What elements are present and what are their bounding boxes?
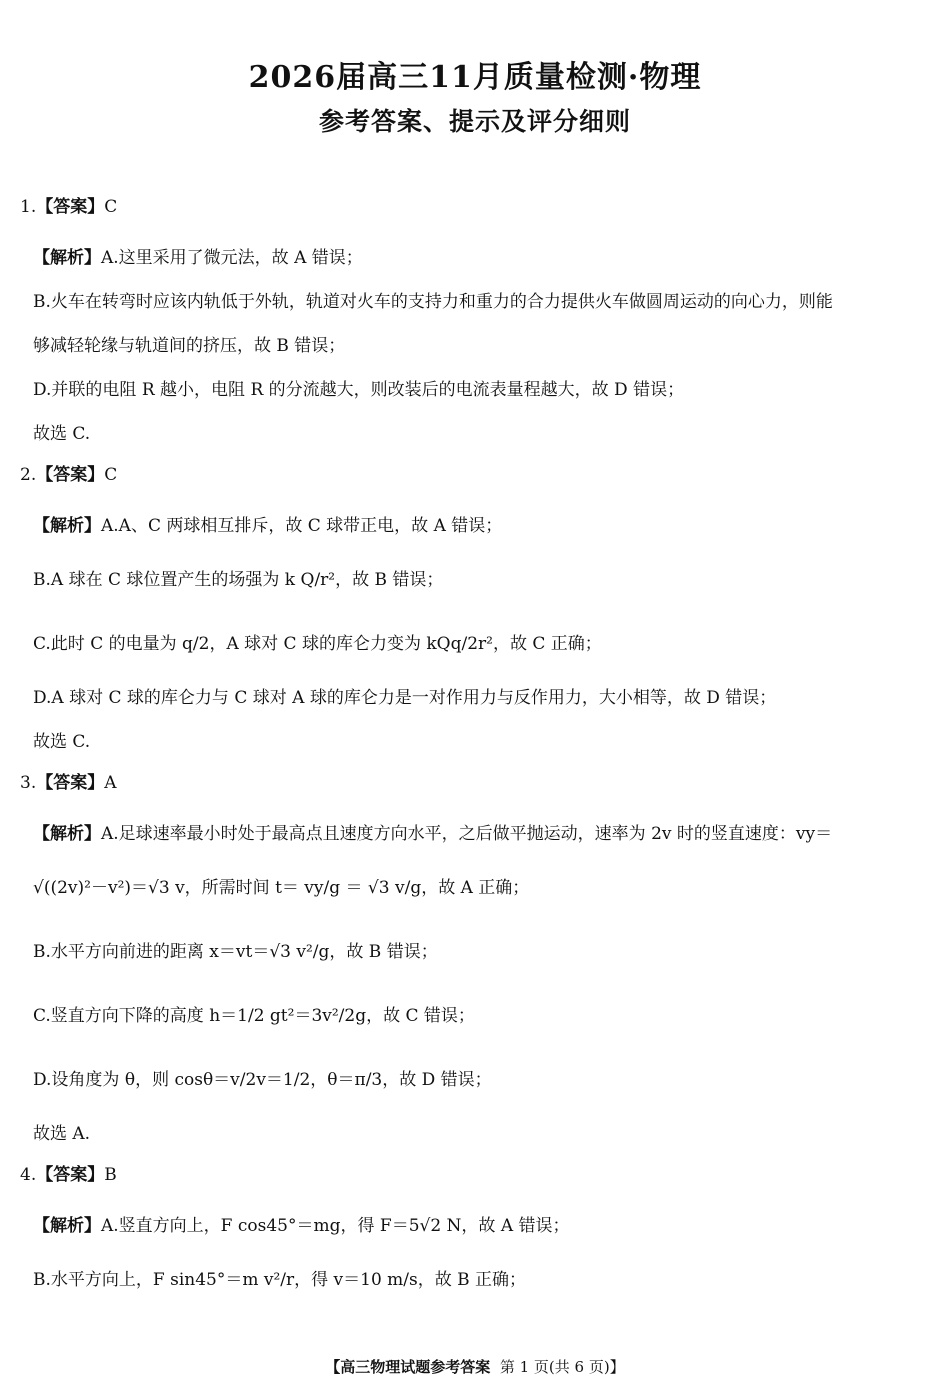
analysis-line: 【解析】A.A、C 两球相互排斥，故 C 球带正电，故 A 错误； bbox=[33, 516, 503, 536]
footer-page-number: 第 1 页(共 6 页)】 bbox=[499, 1358, 625, 1376]
analysis-line: 【解析】A.足球速率最小时处于最高点且速度方向水平，之后做平抛运动，速率为 2v 时的竖直速度：vy＝ bbox=[33, 824, 833, 844]
page-subtitle: 参考答案、提示及评分细则 bbox=[318, 107, 631, 136]
analysis-line: B.A 球在 C 球位置产生的场强为 k Q/r²，故 B 错误； bbox=[33, 570, 444, 590]
question-3 bbox=[0, 768, 950, 1156]
analysis-line: √((2v)²－v²)＝√3 v，所需时间 t＝ vy/g ＝ √3 v/g，故 A 正确； bbox=[33, 878, 530, 898]
analysis-line: B.火车在转弯时应该内轨低于外轨，轨道对火车的支持力和重力的合力提供火车做圆周运动的向心力，则能 bbox=[33, 292, 833, 312]
analysis-line: C.竖直方向下降的高度 h＝1/2 gt²＝3v²/2g，故 C 错误； bbox=[33, 1006, 475, 1026]
answer-line: 3.【答案】A bbox=[20, 773, 117, 793]
analysis-line: D.并联的电阻 R 越小，电阻 R 的分流越大，则改装后的电流表量程越大，故 D 错误； bbox=[33, 380, 685, 400]
answer-value: A bbox=[104, 773, 117, 793]
page-title: 2026届高三11月质量检测·物理 bbox=[248, 60, 702, 95]
question-1 bbox=[0, 192, 950, 456]
answer-line: 1.【答案】C bbox=[20, 197, 118, 217]
analysis-line: 【解析】A.竖直方向上，F cos45°＝mg，得 F＝5√2 N，故 A 错误； bbox=[33, 1216, 570, 1236]
answer-value: C bbox=[104, 197, 118, 217]
analysis-line: B.水平方向上，F sin45°＝m v²/r，得 v＝10 m/s，故 B 正确； bbox=[33, 1270, 527, 1290]
footer-label: 【高三物理试题参考答案 bbox=[325, 1358, 491, 1376]
answer-content bbox=[0, 192, 950, 1312]
answer-line: 2.【答案】C bbox=[20, 465, 118, 485]
page-footer bbox=[0, 1356, 950, 1377]
analysis-line: 故选 A. bbox=[33, 1124, 91, 1144]
analysis-line: 够减轻轮缘与轨道间的挤压，故 B 错误； bbox=[33, 336, 346, 356]
analysis-line: D.设角度为 θ，则 cosθ＝v/2v＝1/2，θ＝π/3，故 D 错误； bbox=[33, 1070, 492, 1090]
analysis-line: 故选 C. bbox=[33, 732, 91, 752]
question-4 bbox=[0, 1160, 950, 1312]
analysis-line: D.A 球对 C 球的库仑力与 C 球对 A 球的库仑力是一对作用力与反作用力，大小相等，故 D 错误； bbox=[33, 688, 777, 708]
answer-value: B bbox=[104, 1165, 117, 1185]
analysis-line: 【解析】A.这里采用了微元法，故 A 错误； bbox=[33, 248, 363, 268]
analysis-line: B.水平方向前进的距离 x＝vt＝√3 v²/g，故 B 错误； bbox=[33, 942, 438, 962]
analysis-line: C.此时 C 的电量为 q/2，A 球对 C 球的库仑力变为 kQq/2r²，故 C 正确； bbox=[33, 634, 602, 654]
answer-line: 4.【答案】B bbox=[20, 1165, 117, 1185]
analysis-line: 故选 C. bbox=[33, 424, 91, 444]
question-2 bbox=[0, 460, 950, 764]
answer-value: C bbox=[104, 465, 118, 485]
